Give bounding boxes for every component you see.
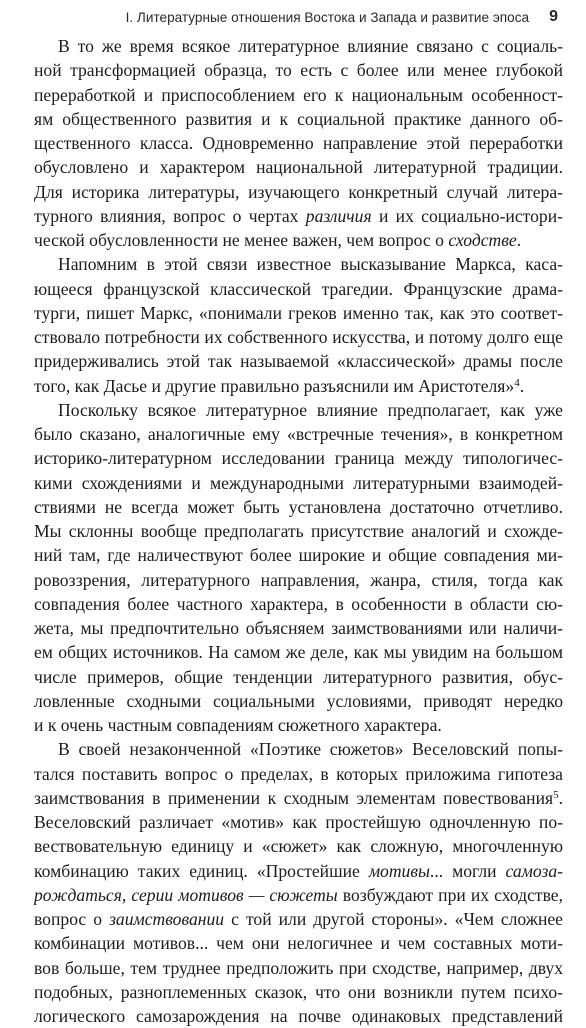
text-line: вопрос о заимствовании с той или другой стороны». «Чем сложнее — [34, 909, 563, 929]
text-line: вов больше, тем труднее предположить при сходстве, например, двух — [34, 957, 563, 978]
text-line: ям общественного развития и к социальной практике данного об- — [34, 108, 563, 129]
emphasis: мотивы — [368, 860, 430, 881]
text-line: кими схождениями и международными литературными взаимодей- — [34, 472, 563, 493]
text-line: комбинации мотивов... чем они нелогичнее и чем составных моти- — [34, 933, 563, 954]
footnote-ref: 4 — [514, 376, 520, 389]
text-line: жета, мы предпочтительно объясняем заимствованиями или наличи- — [34, 618, 563, 638]
text-line: логического самозарождения на почве одинаковых представлений — [34, 1006, 563, 1026]
text-line: и к очень частным совпадениям сюжетного характера. — [34, 715, 442, 735]
text-line: щественного класса. Одновременно направление этой переработки — [34, 133, 563, 153]
text-line: Для историка литературы, изучающего конкретный случай литера- — [34, 181, 563, 202]
text-line: комбинацию таких единиц. «Простейшие мотивы... могли самоза- — [34, 860, 563, 881]
text-line: Мы склонны вообще предполагать присутствие аналогий и схожде- — [34, 521, 563, 541]
text-line: Напомним в этой связи известное высказывание Маркса, каса- — [58, 254, 563, 275]
text-line: ной трансформацией образца, то есть с более или менее глубокой — [34, 60, 563, 81]
emphasis: самоза- — [505, 860, 563, 881]
text-line: числе примеров, общие тенденции литературного развития, обус- — [34, 666, 563, 687]
text-line: переработкой и приспособлением его к национальным особенност- — [34, 84, 563, 105]
emphasis: различия — [305, 205, 372, 226]
emphasis: серии мотивов — сюжеты — [131, 884, 338, 905]
text-line: заимствования в применении к сходным элементам повествования$^5$. — [34, 787, 563, 808]
text-line: придерживались этой так называемой «классической» драмы после — [34, 351, 563, 372]
running-title: I. Литературные отношения Востока и Запада и развитие эпоса — [125, 9, 530, 25]
text-line: вествовательную единицу и «сюжет» как сложную, многочленную — [34, 836, 563, 857]
text-line: турги, пишет Маркс, «понимали греков именно так, как это соответ- — [34, 302, 563, 323]
text-line: ний там, где наличествуют более широкие и общие совпадения ми- — [34, 545, 563, 566]
text-line: ющееся французской классической трагедии. Французские драма- — [34, 278, 563, 299]
text-line: подобных, разноплеменных сказок, что они возникли путем психо- — [34, 981, 563, 1002]
text-line: ческой обусловленности не менее важен, чем вопрос о сходстве. — [34, 230, 522, 250]
text-line: ствовало потребности их собственного искусства, и потому долго еще — [34, 327, 563, 347]
text-line: историко-литературном исследовании граница между типологичес- — [34, 448, 563, 469]
text-line: турного влияния, вопрос о чертах различия и их социально-истори- — [34, 205, 563, 226]
text-line: Поскольку всякое литературное влияние предполагает, как уже — [58, 399, 563, 420]
text-line: было сказано, аналогичные ему «встречные течения», в конкретном — [34, 424, 563, 444]
page-number: 9 — [549, 8, 558, 25]
text-line: ем общих источников. На самом же деле, как мы увидим на большом — [34, 642, 563, 663]
text-line: того, как Дасье и другие правильно разъяснили им Аристотеля»$^4$. — [34, 375, 525, 396]
text-line: ствиями не всегда может быть установлена достаточно отчетливо. — [34, 496, 563, 517]
text-line: совпадения более частного характера, в особенности в области сю- — [34, 593, 563, 614]
emphasis: заимствовании — [109, 909, 225, 929]
emphasis: сходстве — [448, 230, 517, 250]
running-header — [125, 4, 558, 30]
text-line: тался поставить вопрос о пределах, в которых приложима гипотеза — [34, 763, 563, 784]
text-line: рождаться, серии мотивов — сюжеты возбуждают при их сходстве, — [34, 884, 563, 905]
text-line: обусловлено и характером национальной литературной традиции. — [34, 157, 563, 178]
text-line: В то же время всякое литературное влияние связано с социаль- — [58, 36, 563, 56]
emphasis: рождаться — [34, 884, 122, 905]
text-line: ловленные сходными социальными условиями, приводят нередко — [34, 690, 563, 711]
text-line: В своей незаконченной «Поэтике сюжетов» Веселовский попы- — [58, 739, 563, 760]
text-line: ровоззрения, литературного направления, жанра, стиля, тогда как — [34, 569, 563, 590]
footnote-ref: 5 — [553, 788, 559, 801]
text-line: Веселовский различает «мотив» как простейшую одночленную по- — [34, 812, 563, 832]
body-text — [34, 34, 563, 1028]
